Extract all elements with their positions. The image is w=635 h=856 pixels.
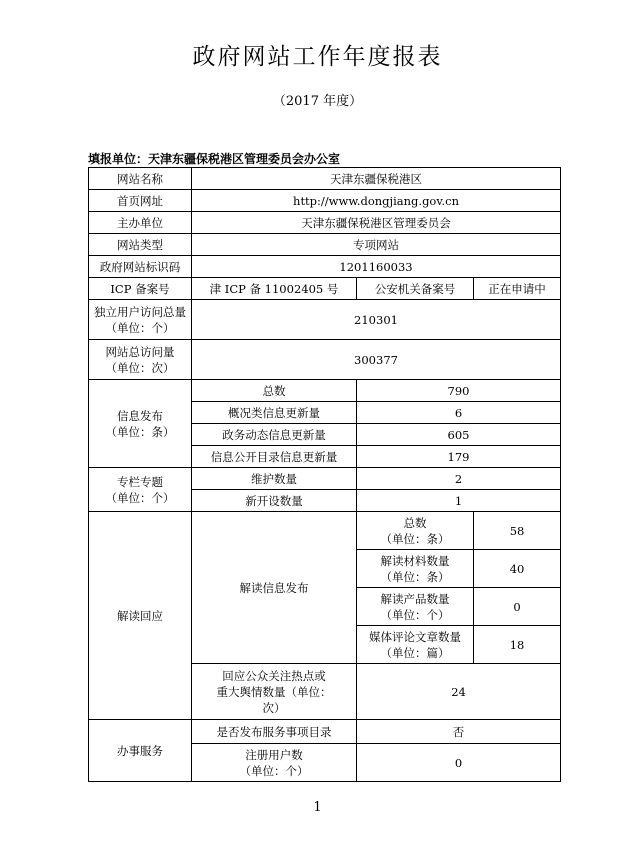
service-item-label [192,744,357,782]
column-item-value: 1 [357,490,561,512]
sponsor-value: 天津东疆保税港区管理委员会 [192,212,561,234]
response-label-line3: 次） [262,700,286,715]
page-number: 1 [313,800,322,815]
homepage-value: http://www.dongjiang.gov.cn [192,190,561,212]
pv-label-line2: （单位：次） [105,360,175,375]
service-item-label: 是否发布服务事项目录 [192,720,357,744]
interpret-item-line1: 解读产品数量 [380,591,450,606]
pv-label-line1: 网站总访问量 [105,344,175,359]
site-name-value: 天津东疆保税港区 [192,168,561,190]
interpret-item-value: 0 [474,588,561,626]
column-label [89,468,192,512]
column-label-line2: （单位：个） [105,490,175,505]
sponsor-label: 主办单位 [89,212,192,234]
response-label [192,664,357,720]
interpret-item-value: 40 [474,550,561,588]
service-item-line2: （单位：个） [239,763,309,778]
response-label-line2: 重大舆情数量（单位： [216,684,332,699]
interpret-item-label [357,588,474,626]
info-label-line2: （单位：条） [105,424,175,439]
interpret-item-line2: （单位：条） [380,569,450,584]
info-item-value: 790 [357,380,561,402]
homepage-label: 首页网址 [89,190,192,212]
report-table [88,167,561,782]
info-item-value: 605 [357,424,561,446]
police-record-label: 公安机关备案号 [357,278,474,300]
interpret-item-line1: 解读材料数量 [380,553,450,568]
uv-label-line1: 独立用户访问总量 [94,304,186,319]
uv-label-line2: （单位：个） [105,320,175,335]
interpret-label: 解读回应 [89,512,192,720]
column-item-value: 2 [357,468,561,490]
interpret-item-line2: （单位：篇） [380,645,450,660]
info-item-label: 政务动态信息更新量 [192,424,357,446]
interpret-item-line1: 媒体评论文章数量 [369,629,461,644]
info-item-label: 总数 [192,380,357,402]
uv-value: 210301 [192,300,561,340]
site-type-label: 网站类型 [89,234,192,256]
service-label: 办事服务 [89,720,192,782]
service-item-value: 否 [357,720,561,744]
service-item-value: 0 [357,744,561,782]
site-name-label: 网站名称 [89,168,192,190]
reporting-unit: 填报单位：天津东疆保税港区管理委员会办公室 [88,152,341,166]
interpret-sub-label: 解读信息发布 [192,512,357,664]
interpret-item-label [357,550,474,588]
info-label-line1: 信息发布 [117,408,163,423]
police-record-value: 正在申请中 [474,278,561,300]
site-type-value: 专项网站 [192,234,561,256]
interpret-item-label [357,626,474,664]
pv-label [89,340,192,380]
report-year: （2017 年度） [272,94,363,109]
pv-value: 300377 [192,340,561,380]
interpret-item-label [357,512,474,550]
icp-value: 津 ICP 备 11002405 号 [192,278,357,300]
response-value: 24 [357,664,561,720]
info-item-label: 信息公开目录信息更新量 [192,446,357,468]
column-item-label: 新开设数量 [192,490,357,512]
info-item-value: 179 [357,446,561,468]
interpret-item-value: 58 [474,512,561,550]
report-title: 政府网站工作年度报表 [192,44,443,70]
interpret-item-value: 18 [474,626,561,664]
icp-label: ICP 备案号 [89,278,192,300]
info-item-value: 6 [357,402,561,424]
uv-label [89,300,192,340]
interpret-item-line2: （单位：个） [380,607,450,622]
site-id-label: 政府网站标识码 [89,256,192,278]
info-item-label: 概况类信息更新量 [192,402,357,424]
service-item-line1: 注册用户数 [245,747,303,762]
interpret-item-line1: 总数 [403,515,427,530]
response-label-line1: 回应公众关注热点或 [222,668,326,683]
info-label [89,380,192,468]
site-id-value: 1201160033 [192,256,561,278]
column-label-line1: 专栏专题 [117,474,163,489]
interpret-item-line2: （单位：条） [380,531,450,546]
column-item-label: 维护数量 [192,468,357,490]
